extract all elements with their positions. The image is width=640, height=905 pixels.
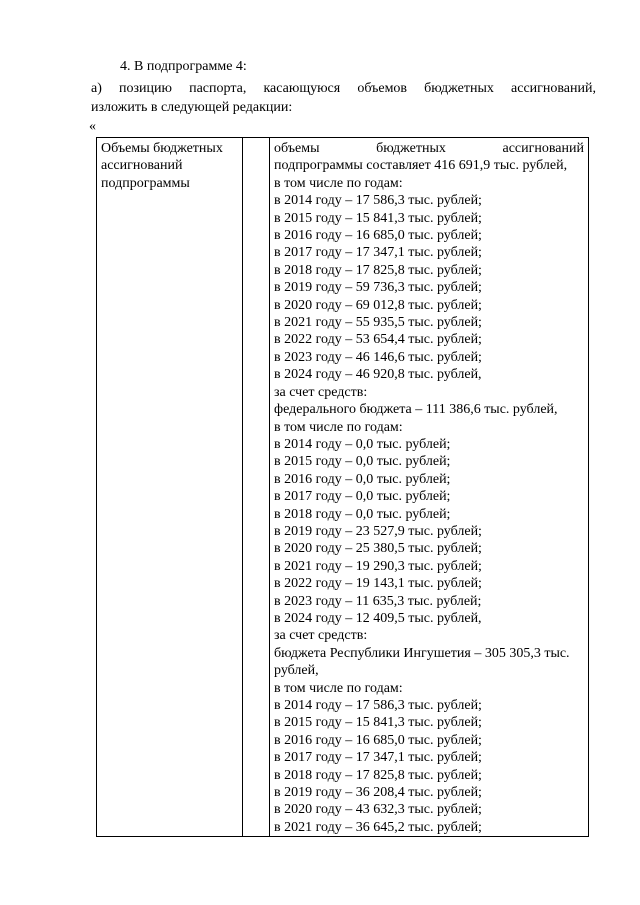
label-line: Объемы бюджетных — [101, 141, 223, 156]
value-line: в том числе по годам: — [274, 680, 403, 696]
value-line: в 2024 году – 12 409,5 тыс. рублей, — [274, 610, 482, 626]
opening-quote-mark: « — [89, 119, 96, 134]
value-line: за счет средств: — [274, 384, 368, 400]
value-line: в 2014 году – 0,0 тыс. рублей; — [274, 436, 451, 452]
value-line: в 2023 году – 46 146,6 тыс. рублей; — [274, 349, 482, 365]
value-line: в 2014 году – 17 586,3 тыс. рублей; — [274, 698, 482, 713]
value-line: в 2024 году – 46 920,8 тыс. рублей, — [274, 367, 482, 383]
value-line: федерального бюджета – 111 386,6 тыс. рублей, — [274, 402, 558, 418]
value-line: в 2019 году – 59 736,3 тыс. рублей; — [274, 280, 482, 296]
passport-table — [96, 137, 589, 837]
value-line: в 2019 году – 36 208,4 тыс. рублей; — [274, 785, 482, 801]
item-a-text-line1: а) позицию паспорта, касающуюся объемов бюджетных ассигнований, — [91, 81, 596, 96]
value-line: в 2020 году – 25 380,5 тыс. рублей; — [274, 541, 482, 557]
value-line: в 2018 году – 17 825,8 тыс. рублей; — [274, 262, 482, 278]
value-line: рублей, — [274, 663, 319, 679]
item-a-text-line2: изложить в следующей редакции: — [91, 100, 293, 115]
value-line: в 2014 году – 17 586,3 тыс. рублей; — [274, 193, 482, 209]
value-line: объемы бюджетных ассигнований — [274, 141, 584, 156]
section-heading: 4. В подпрограмме 4: — [120, 59, 247, 74]
value-line: в 2017 году – 0,0 тыс. рублей; — [274, 489, 451, 505]
value-line: в 2015 году – 0,0 тыс. рублей; — [274, 454, 451, 470]
value-line: в 2019 году – 23 527,9 тыс. рублей; — [274, 523, 482, 539]
label-cell — [97, 138, 243, 837]
value-line: в 2017 году – 17 347,1 тыс. рублей; — [274, 750, 482, 766]
value-line: в 2021 году – 19 290,3 тыс. рублей; — [274, 558, 482, 574]
value-line: в том числе по годам: — [274, 175, 403, 191]
value-line: в 2022 году – 19 143,1 тыс. рублей; — [274, 576, 482, 592]
value-line: подпрограммы составляет 416 691,9 тыс. рублей, — [274, 158, 568, 174]
value-line: за счет средств: — [274, 628, 368, 644]
value-line: в 2020 году – 43 632,3 тыс. рублей; — [274, 802, 482, 818]
value-line: в 2016 году – 16 685,0 тыс. рублей; — [274, 732, 482, 748]
value-line: в 2017 году – 17 347,1 тыс. рублей; — [274, 245, 482, 261]
label-line: подпрограммы — [101, 175, 190, 191]
value-line: в 2022 году – 53 654,4 тыс. рублей; — [274, 332, 482, 348]
value-line: в 2018 году – 17 825,8 тыс. рублей; — [274, 767, 482, 783]
value-line: в 2015 году – 15 841,3 тыс. рублей; — [274, 715, 482, 731]
value-line: в 2016 году – 0,0 тыс. рублей; — [274, 471, 451, 487]
value-line: в 2015 году – 15 841,3 тыс. рублей; — [274, 210, 482, 226]
value-line: в 2023 году – 11 635,3 тыс. рублей; — [274, 593, 482, 609]
value-line: в 2021 году – 36 645,2 тыс. рублей; — [274, 819, 482, 835]
value-line: в том числе по годам: — [274, 419, 403, 435]
value-cell — [270, 138, 589, 837]
value-line: в 2020 году – 69 012,8 тыс. рублей; — [274, 297, 482, 313]
label-line: ассигнований — [101, 158, 183, 174]
value-line: бюджета Республики Ингушетия – 305 305,3 тыс. — [274, 645, 570, 661]
table-row — [97, 138, 589, 837]
value-line: в 2016 году – 16 685,0 тыс. рублей; — [274, 228, 482, 244]
spacer-cell — [243, 138, 270, 837]
value-line: в 2018 году – 0,0 тыс. рублей; — [274, 506, 451, 522]
value-line: в 2021 году – 55 935,5 тыс. рублей; — [274, 315, 482, 331]
